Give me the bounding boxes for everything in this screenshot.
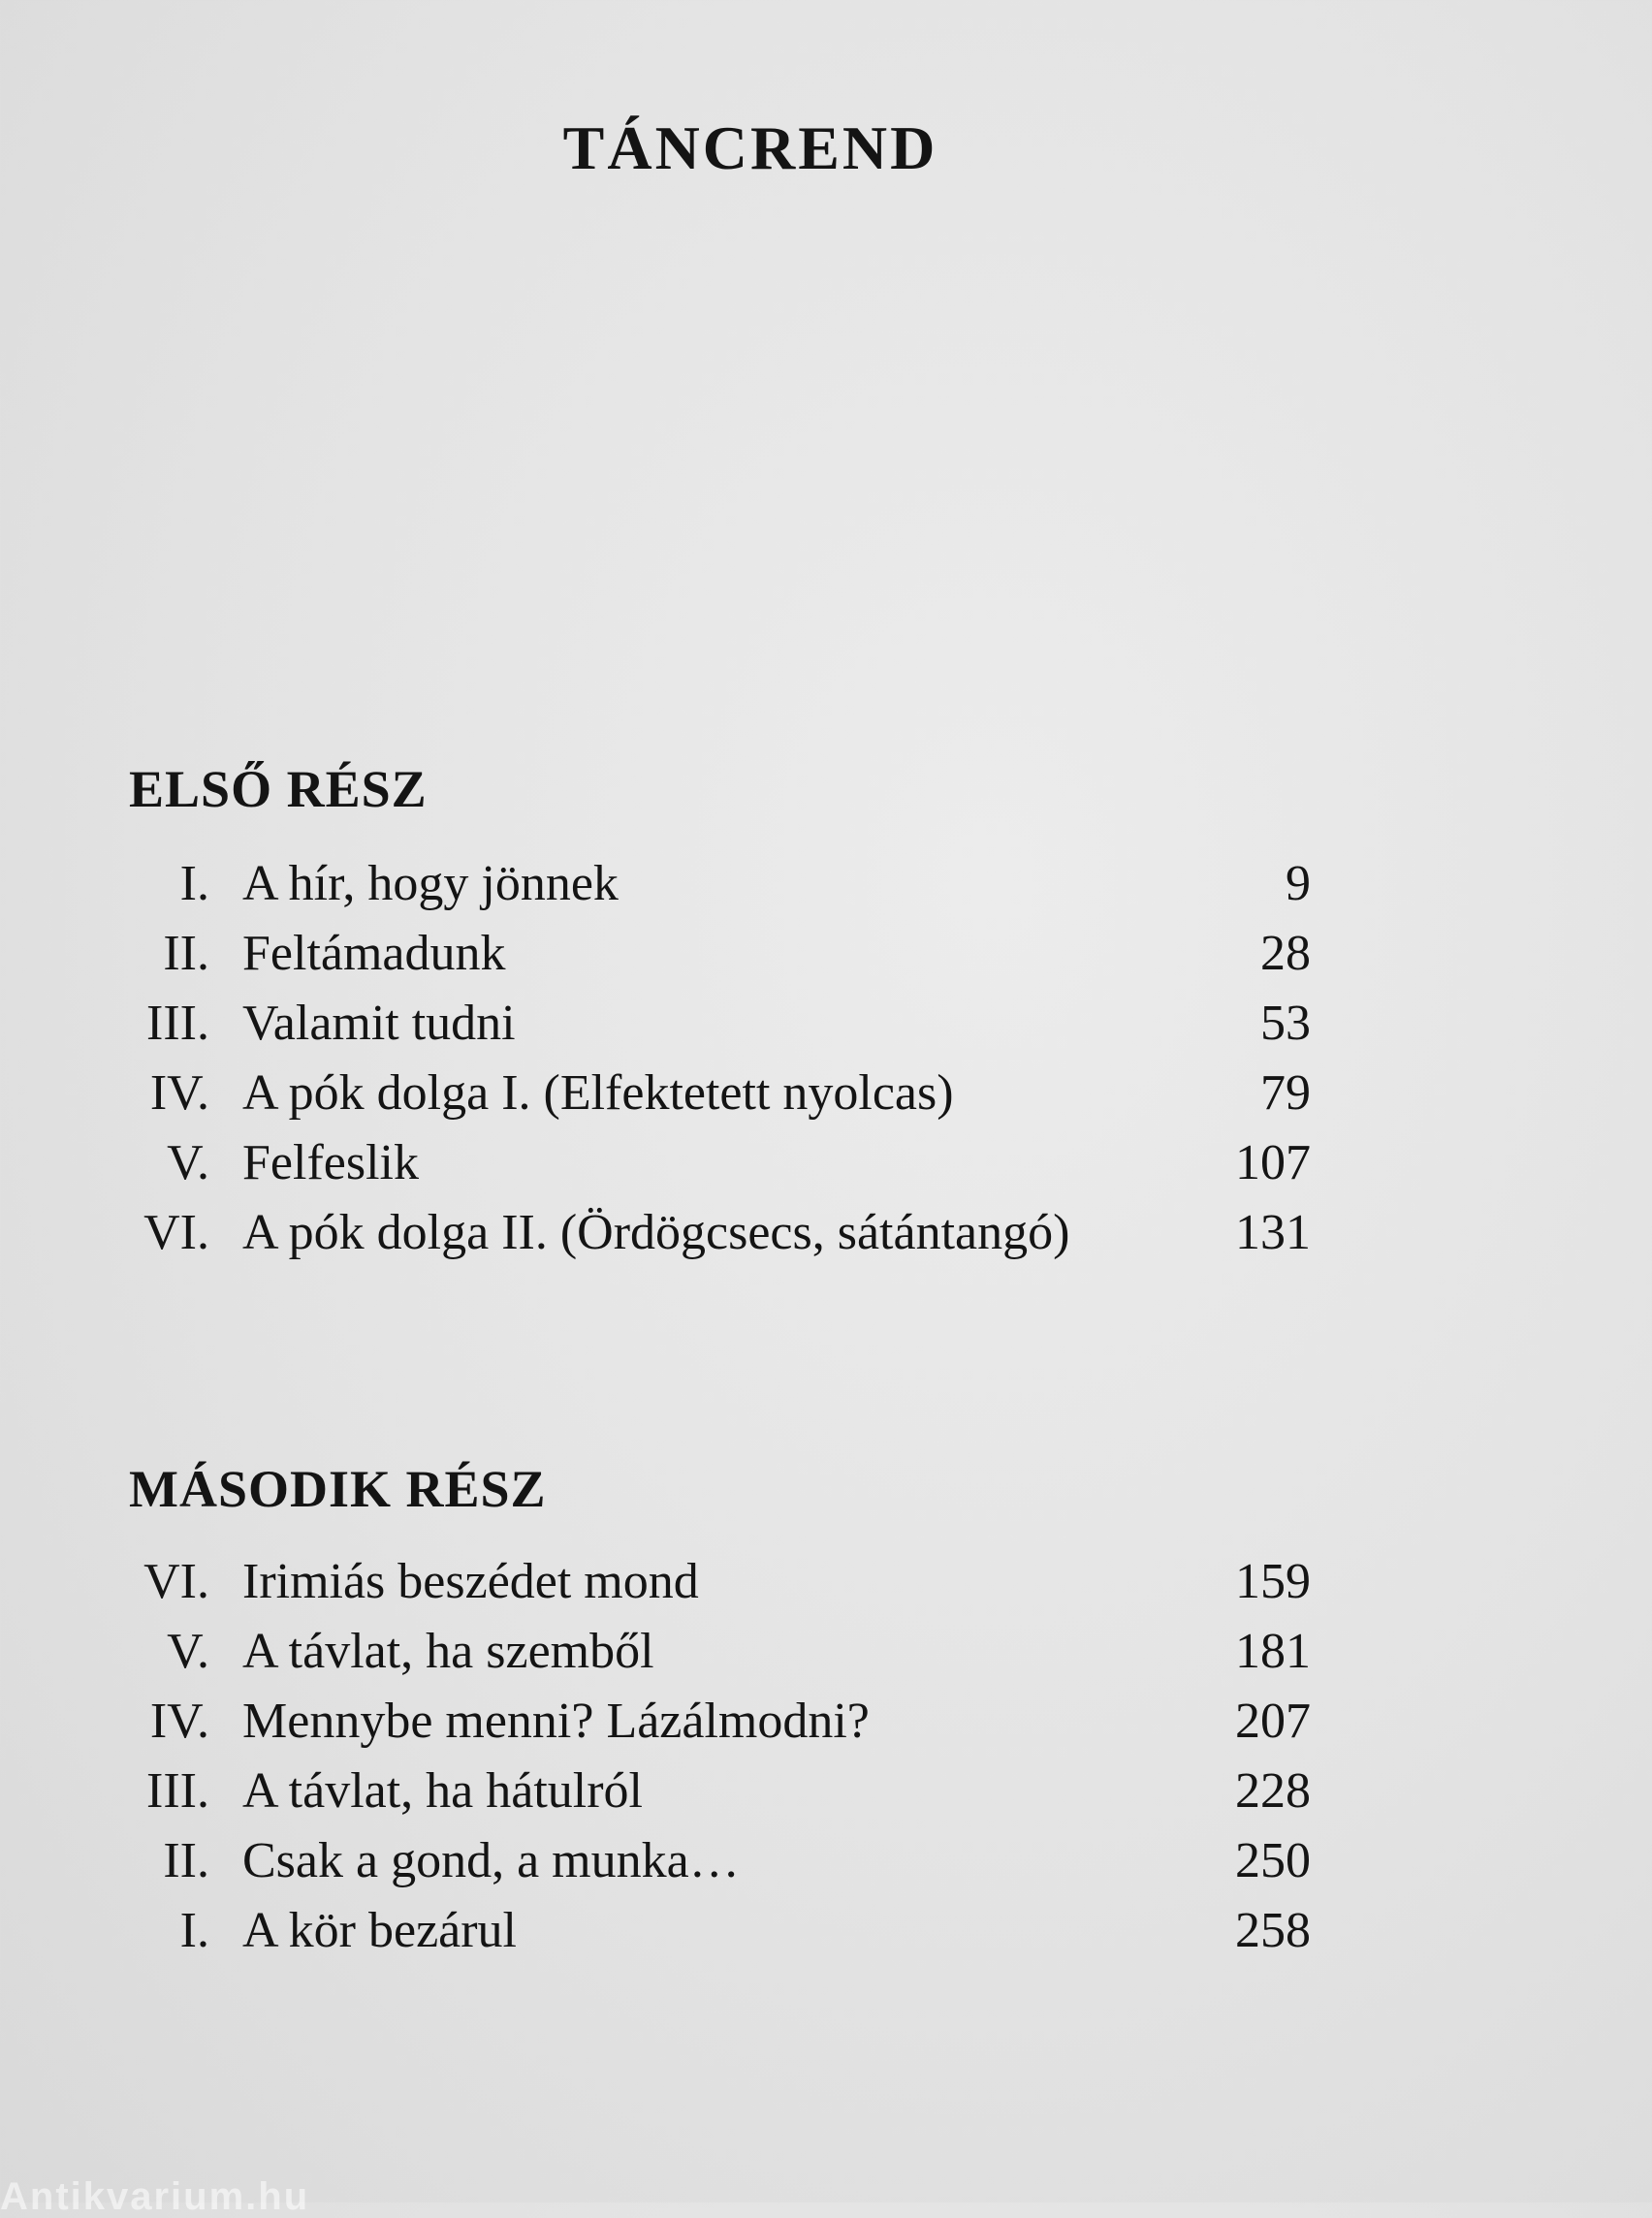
chapter-title: Csak a gond, a munka…	[242, 1833, 740, 1888]
chapter-page: 181	[1235, 1624, 1311, 1679]
chapter-title: A pók dolga I. (Elfektetett nyolcas)	[242, 1065, 954, 1121]
toc-entry	[0, 1896, 1652, 1966]
chapter-title: Valamit tudni	[242, 996, 516, 1051]
chapter-number: III.	[146, 996, 209, 1051]
chapter-title: A hír, hogy jönnek	[242, 856, 619, 911]
chapter-page: 250	[1235, 1833, 1311, 1888]
watermark: Antikvarium.hu	[0, 2175, 310, 2218]
chapter-title: Irimiás beszédet mond	[242, 1554, 699, 1609]
part-one-heading: ELSŐ RÉSZ	[129, 759, 428, 818]
chapter-page: 228	[1235, 1763, 1311, 1819]
chapter-number: V.	[167, 1624, 209, 1679]
chapter-number: II.	[163, 926, 209, 981]
toc-entry	[0, 1128, 1652, 1198]
page-title: TÁNCREND	[562, 112, 938, 182]
chapter-number: V.	[167, 1135, 209, 1190]
toc-entry	[0, 989, 1652, 1059]
part-two-heading: MÁSODIK RÉSZ	[129, 1459, 547, 1518]
part-two-toc	[0, 1547, 1652, 1966]
toc-entry	[0, 849, 1652, 919]
chapter-page: 79	[1260, 1065, 1311, 1121]
toc-entry	[0, 1547, 1652, 1617]
chapter-page: 207	[1235, 1694, 1311, 1749]
toc-entry	[0, 1757, 1652, 1826]
toc-entry	[0, 919, 1652, 989]
chapter-page: 28	[1260, 926, 1311, 981]
chapter-title: Mennybe menni? Lázálmodni?	[242, 1694, 870, 1749]
chapter-number: II.	[163, 1833, 209, 1888]
chapter-number: I.	[179, 1903, 209, 1958]
chapter-number: IV.	[149, 1694, 209, 1749]
chapter-page: 107	[1235, 1135, 1311, 1190]
chapter-title: A távlat, ha hátulról	[242, 1763, 644, 1819]
chapter-number: VI.	[143, 1554, 209, 1609]
chapter-title: A távlat, ha szemből	[242, 1624, 654, 1679]
toc-entry	[0, 1687, 1652, 1757]
toc-entry	[0, 1826, 1652, 1896]
chapter-number: IV.	[149, 1065, 209, 1121]
part-one-toc	[0, 849, 1652, 1268]
chapter-number: I.	[179, 856, 209, 911]
toc-entry	[0, 1198, 1652, 1268]
chapter-number: III.	[146, 1763, 209, 1819]
chapter-page: 53	[1260, 996, 1311, 1051]
chapter-page: 258	[1235, 1903, 1311, 1958]
chapter-page: 131	[1235, 1205, 1311, 1260]
chapter-page: 159	[1235, 1554, 1311, 1609]
toc-entry	[0, 1059, 1652, 1128]
chapter-title: A pók dolga II. (Ördögcsecs, sátántangó)	[242, 1205, 1070, 1260]
toc-entry	[0, 1617, 1652, 1687]
chapter-title: Felfeslik	[242, 1135, 419, 1190]
chapter-title: Feltámadunk	[242, 926, 506, 981]
chapter-page: 9	[1286, 856, 1311, 911]
chapter-title: A kör bezárul	[242, 1903, 518, 1958]
chapter-number: VI.	[143, 1205, 209, 1260]
